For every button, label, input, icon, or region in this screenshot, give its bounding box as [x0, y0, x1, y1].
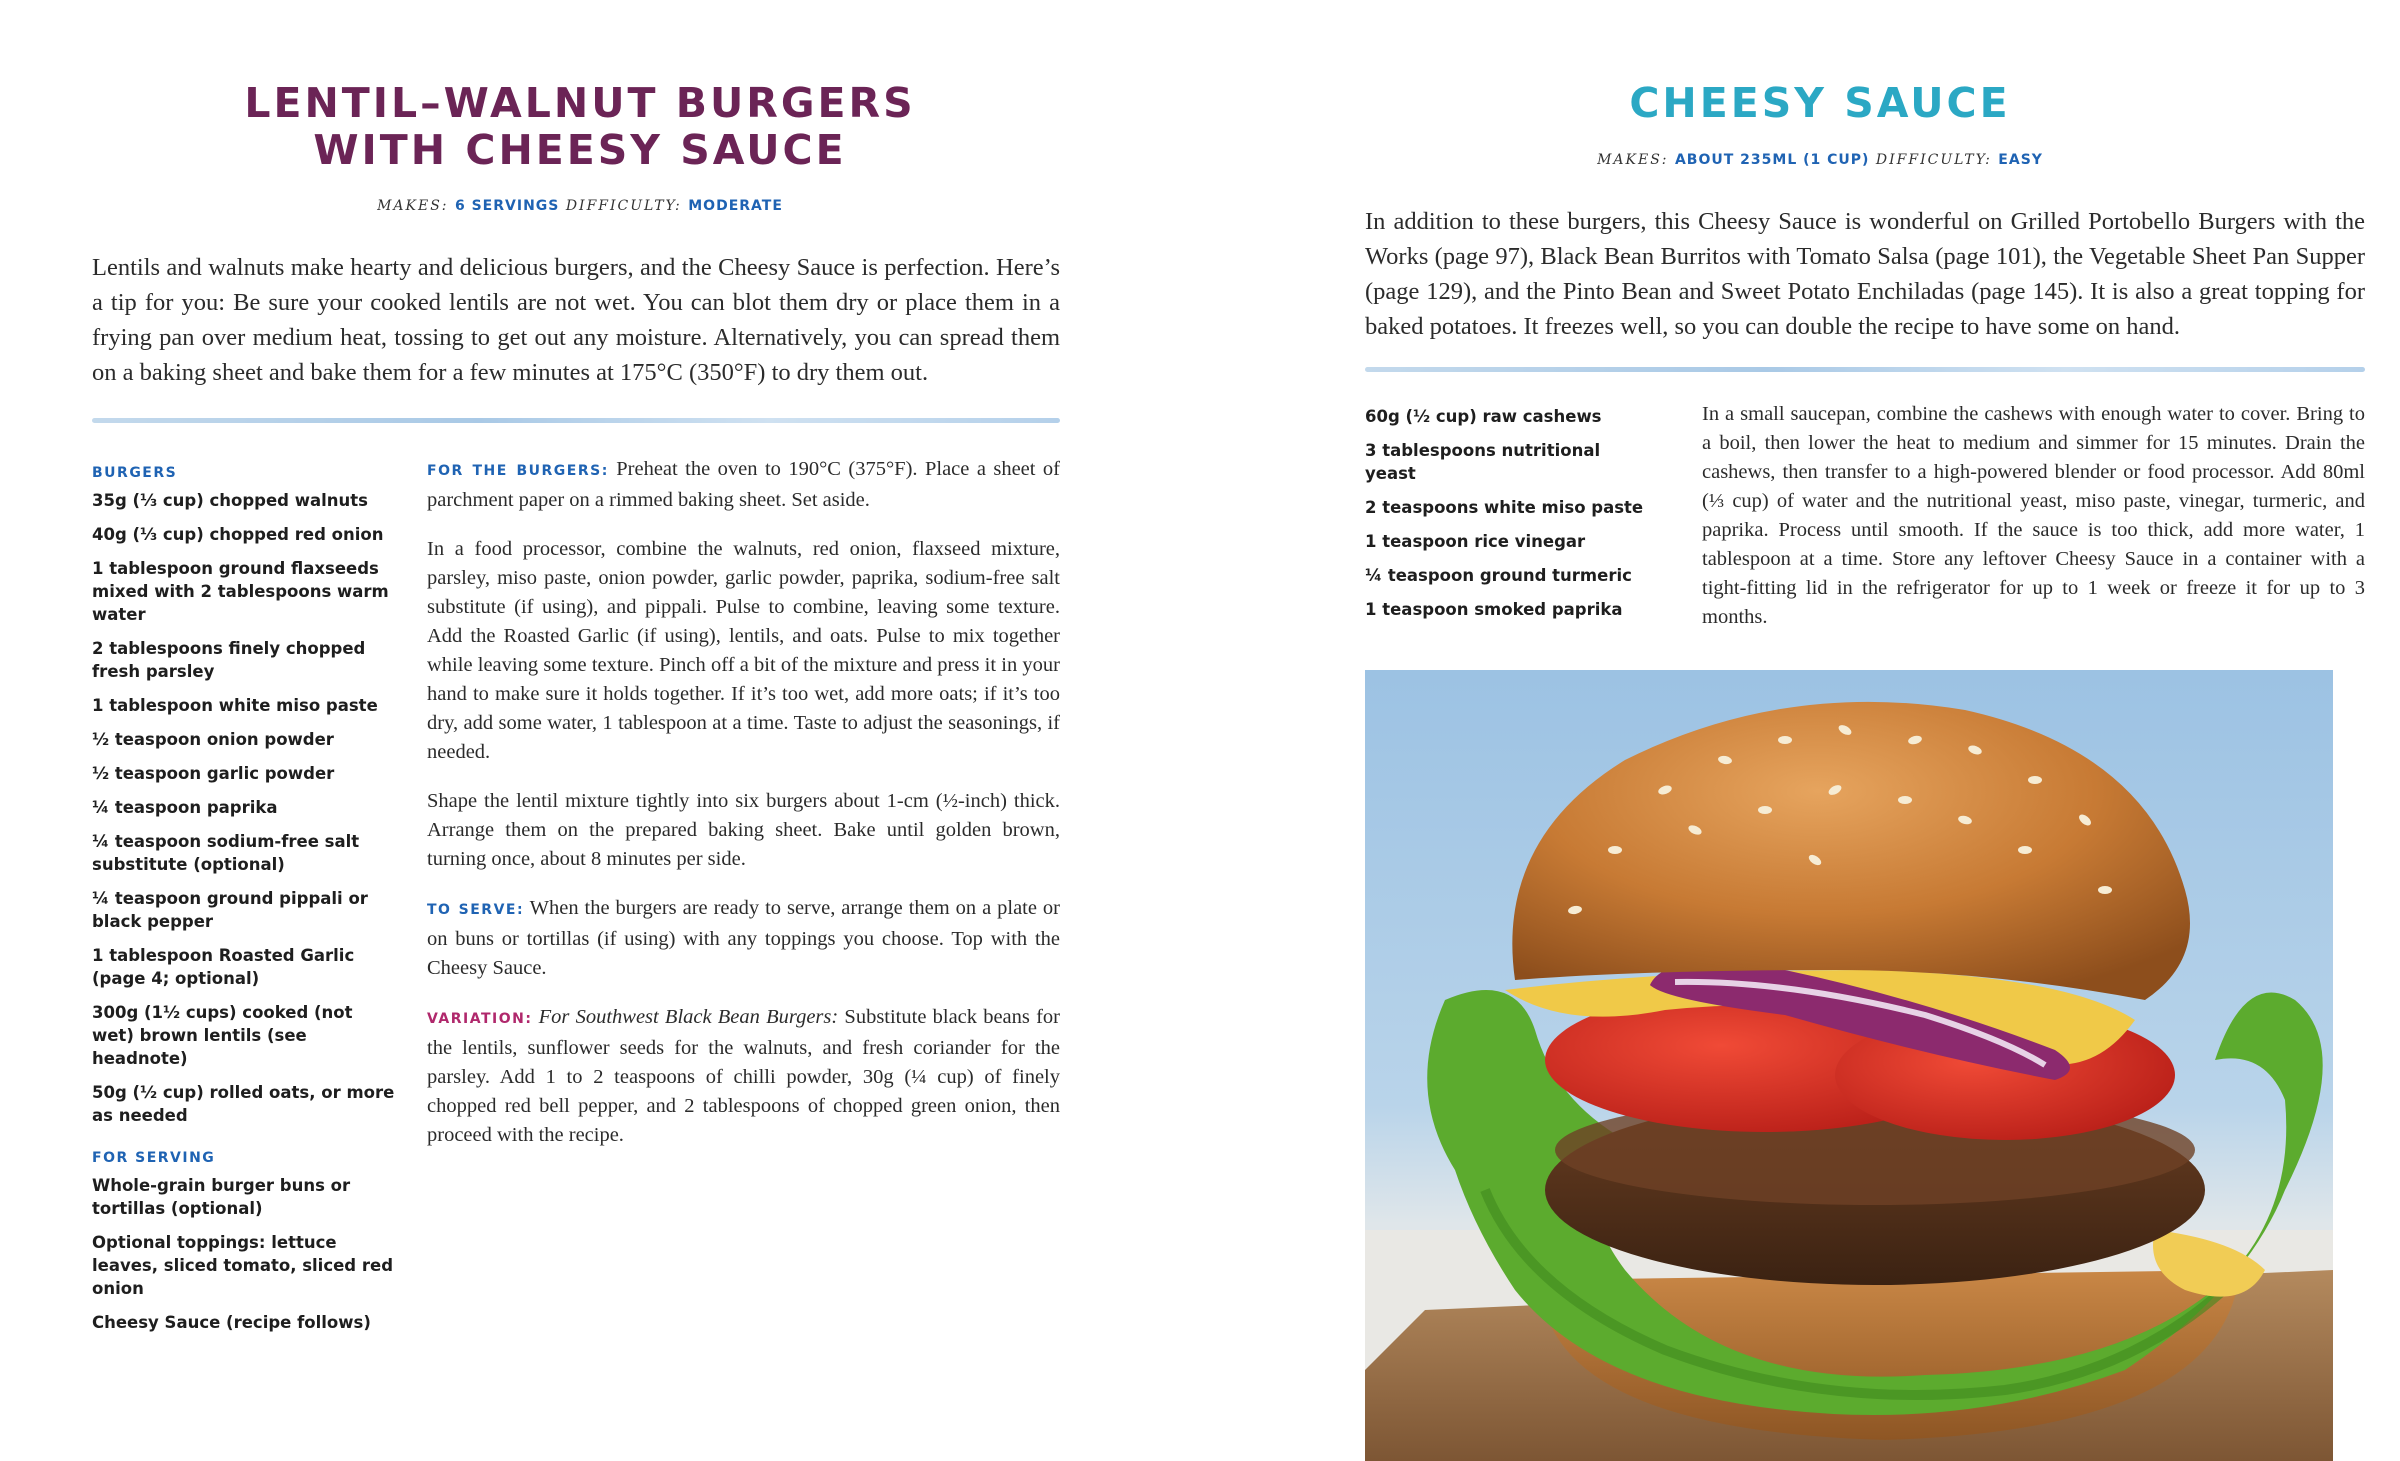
sauce-title: CHEESY SAUCE — [1629, 79, 2011, 127]
difficulty-label: DIFFICULTY: — [1875, 152, 1992, 168]
variation-label: VARIATION: — [427, 1011, 533, 1027]
divider-rule — [1365, 367, 2365, 372]
method-text — [427, 455, 1060, 1170]
ingredient-item: ¼ teaspoon sodium-free salt substitute (optional) — [92, 832, 360, 874]
ingredient-item: 1 teaspoon smoked paprika — [1365, 600, 1623, 619]
divider-rule — [92, 418, 1060, 423]
ingredient-item: 40g (⅓ cup) chopped red onion — [92, 525, 384, 544]
method-step — [427, 455, 1060, 515]
ingredients-list — [92, 462, 397, 1345]
recipe-title — [0, 80, 1160, 174]
serving-item: Cheesy Sauce (recipe follows) — [92, 1313, 371, 1332]
sauce-ingredients — [1365, 405, 1655, 632]
sauce-intro: In addition to these burgers, this Cheesy Sauce is wonderful on Grilled Portobello Burgers with the Works (page 97), Black Bean Burritos with Tomato Salsa (page 101), the Vegetable Sheet Pan Supper (page 129), and the Pinto Bean and Sweet Potato Enchiladas (page 145). It is also a great topping for baked potatoes. It freezes well, so you can double the recipe to have some on hand. — [1365, 208, 2365, 340]
step-label: FOR THE BURGERS: — [427, 463, 609, 479]
recipe-title-line2: WITH CHEESY SAUCE — [313, 126, 847, 174]
left-page — [0, 0, 1160, 1461]
step-label: TO SERVE: — [427, 902, 525, 918]
method-step: In a food processor, combine the walnuts, red onion, flaxseed mixture, parsley, miso paste, onion powder, garlic powder, paprika, sodium-free salt substitute (if using), and pippali. Pulse to combine, leaving some texture. Add the Roasted Garlic (if using), lentils, and oats. Pulse to mix together while leaving some texture. Pinch off a bit of the mixture and press it in your hand to make sure it holds together. If it’s too wet, add more oats; if it’s too dry, add some water, 1 tablespoon at a time. Taste to adjust the seasonings, if needed. — [427, 538, 1060, 763]
sauce-method: In a small saucepan, combine the cashews with enough water to cover. Bring to a boil, then lower the heat to medium and simmer for 15 minutes. Drain the cashews, then transfer to a high-powered blender or food processor. Add 80ml (⅓ cup) of water and the nutritional yeast, miso paste, vinegar, turmeric, and paprika. Process until smooth. If the sauce is too thick, add more water, 1 tablespoon at a time. Store any leftover Cheesy Sauce in a container with a tight-fitting lid in the refrigerator for up to 1 week or freeze it for up to 3 months. — [1702, 403, 2365, 628]
ingredient-item: 1 tablespoon ground flaxseeds mixed with 2 tablespoons warm water — [92, 559, 389, 624]
recipe-title-line1: LENTIL–WALNUT BURGERS — [244, 79, 916, 127]
serving-item: Whole-grain burger buns or tortillas (optional) — [92, 1176, 351, 1218]
serving-heading: FOR SERVING — [92, 1150, 216, 1166]
ingredient-item: ½ teaspoon onion powder — [92, 730, 334, 749]
ingredient-item: 1 teaspoon rice vinegar — [1365, 532, 1586, 551]
ingredient-item: ¼ teaspoon paprika — [92, 798, 278, 817]
makes-value: 6 SERVINGS — [454, 198, 560, 214]
ingredient-item: 2 tablespoons finely chopped fresh parsley — [92, 639, 366, 681]
sauce-meta — [1240, 152, 2400, 168]
variation-note — [427, 1003, 1060, 1150]
method-step: Shape the lentil mixture tightly into six burgers about 1-cm (½-inch) thick. Arrange them on the prepared baking sheet. Bake until golden brown, turning once, about 8 minutes per side. — [427, 790, 1060, 870]
recipe-intro: Lentils and walnuts make hearty and delicious burgers, and the Cheesy Sauce is perfection. Here’s a tip for you: Be sure your cooked lentils are not wet. You can blot them dry or place them in a frying pan over medium heat, tossing to get out any moisture. Alternatively, you can spread them on a baking sheet and bake them for a few minutes at 175°C (350°F) to dry them out. — [92, 254, 1060, 386]
ingredient-item: 60g (½ cup) raw cashews — [1365, 407, 1602, 426]
ingredient-item: ½ teaspoon garlic powder — [92, 764, 335, 783]
recipe-meta — [0, 198, 1160, 214]
variation-text: Substitute black beans for the lentils, sunflower seeds for the walnuts, and fresh coriander for the parsley. Add 1 to 2 teaspoons of chilli powder, 30g (¼ cup) of finely chopped red bell pepper, and 2 tablespoons of chopped green onion, then proceed with the recipe. — [427, 1006, 1060, 1146]
ingredient-item: 50g (½ cup) rolled oats, or more as needed — [92, 1083, 395, 1125]
step-text: Preheat the oven to 190°C (375°F). Place a sheet of parchment paper on a rimmed baking sheet. Set aside. — [427, 458, 1061, 511]
step-text: When the burgers are ready to serve, arrange them on a plate or on buns or tortillas (if using) with any toppings you choose. Top with the Cheesy Sauce. — [427, 897, 1060, 979]
ingredient-item: 35g (⅓ cup) chopped walnuts — [92, 491, 368, 510]
difficulty-value: EASY — [1998, 152, 2043, 168]
ingredient-item: ¼ teaspoon ground pippali or black pepper — [92, 889, 368, 931]
ingredient-item: 1 tablespoon Roasted Garlic (page 4; optional) — [92, 946, 355, 988]
burger-photo — [1365, 670, 2333, 1461]
ingredient-item: 3 tablespoons nutritional yeast — [1365, 441, 1601, 483]
ingredient-item: 1 tablespoon white miso paste — [92, 696, 378, 715]
ingredient-item: ¼ teaspoon ground turmeric — [1365, 566, 1632, 585]
difficulty-label: DIFFICULTY: — [565, 198, 682, 214]
variation-title: For Southwest Black Bean Burgers: — [532, 1006, 839, 1028]
difficulty-value: MODERATE — [688, 198, 783, 214]
ingredient-item: 2 teaspoons white miso paste — [1365, 498, 1644, 517]
serving-item: Optional toppings: lettuce leaves, sliced tomato, sliced red onion — [92, 1233, 394, 1298]
makes-label: MAKES: — [1597, 152, 1669, 168]
method-step — [427, 894, 1060, 983]
ingredient-item: 300g (1½ cups) cooked (not wet) brown lentils (see headnote) — [92, 1003, 353, 1068]
burger-illustration — [1365, 670, 2333, 1461]
ingredients-heading: BURGERS — [92, 465, 178, 481]
makes-value: ABOUT 235ML (1 CUP) — [1674, 152, 1870, 168]
makes-label: MAKES: — [377, 198, 449, 214]
